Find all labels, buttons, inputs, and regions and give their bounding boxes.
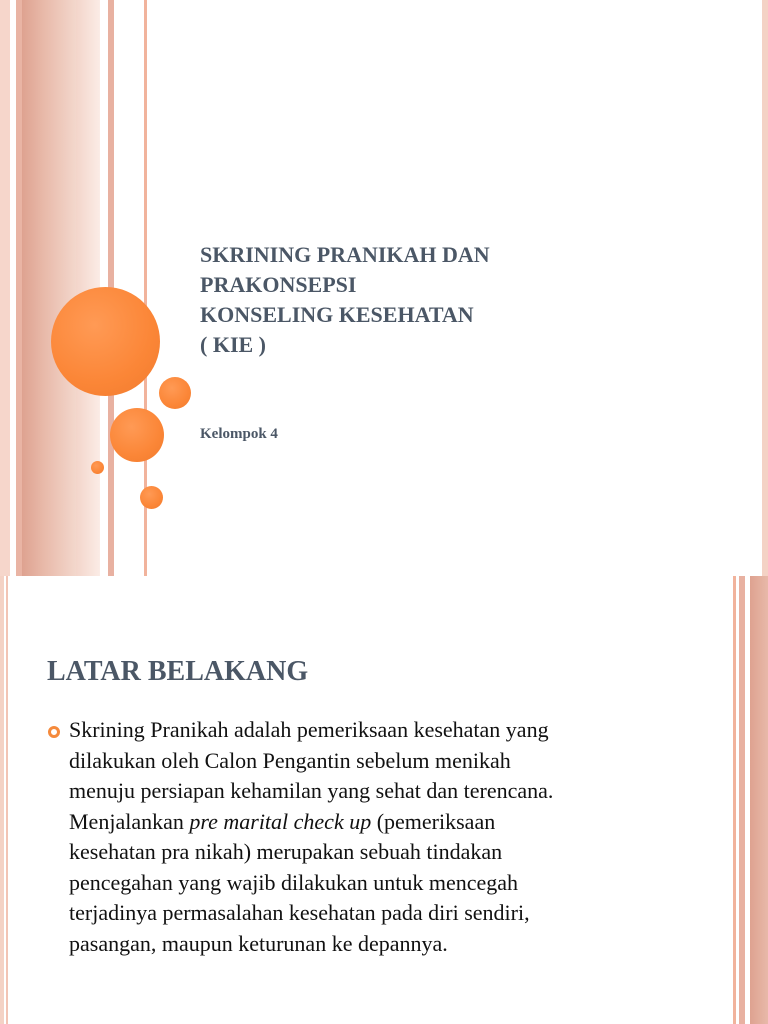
paragraph-text: (pemeriksaan <box>371 808 496 834</box>
title-line: SKRINING PRANIKAH DAN <box>200 242 490 267</box>
decor-stripe <box>22 0 76 576</box>
paragraph-line: menuju persiapan kehamilan yang sehat dan terencana. <box>69 778 554 803</box>
title-line: PRAKONSEPSI <box>200 272 357 297</box>
title-line: ( KIE ) <box>200 332 266 357</box>
slide-title-text <box>200 240 720 360</box>
paragraph-line: dilakukan oleh Calon Pengantin sebelum menikah <box>69 747 511 773</box>
decor-stripe <box>733 576 736 1024</box>
decor-circle-large <box>51 287 160 396</box>
decor-circle-tiny <box>91 461 104 474</box>
decor-stripe <box>6 576 8 1024</box>
slide-heading: LATAR BELAKANG <box>47 656 309 687</box>
paragraph-italic-term: pre marital check up <box>189 808 372 834</box>
decor-stripe <box>0 0 10 576</box>
paragraph-line: Skrining Pranikah adalah pemeriksaan kesehatan yang <box>69 717 549 742</box>
paragraph-line: terjadinya permasalahan kesehatan pada diri sendiri, <box>69 900 530 925</box>
slide-subtitle: Kelompok 4 <box>200 426 278 442</box>
decor-circle-small <box>140 486 163 509</box>
decor-circle-small <box>159 377 191 409</box>
bullet-paragraph <box>69 715 729 959</box>
bullet-icon <box>48 726 60 738</box>
paragraph-line: kesehatan pra nikah) merupakan sebuah tindakan <box>69 839 503 864</box>
paragraph-line: pasangan, maupun keturunan ke depannya. <box>69 930 448 956</box>
paragraph-line <box>69 807 729 838</box>
decor-circle-medium <box>110 408 164 462</box>
paragraph-line: pencegahan yang wajib dilakukan untuk mencegah <box>69 869 519 895</box>
title-line: KONSELING KESEHATAN <box>200 302 474 327</box>
decor-stripe <box>750 576 768 1024</box>
slide-background <box>0 576 768 1024</box>
paragraph-text: Menjalankan <box>69 808 190 834</box>
decor-stripe <box>762 0 768 576</box>
decor-stripe <box>0 576 4 1024</box>
